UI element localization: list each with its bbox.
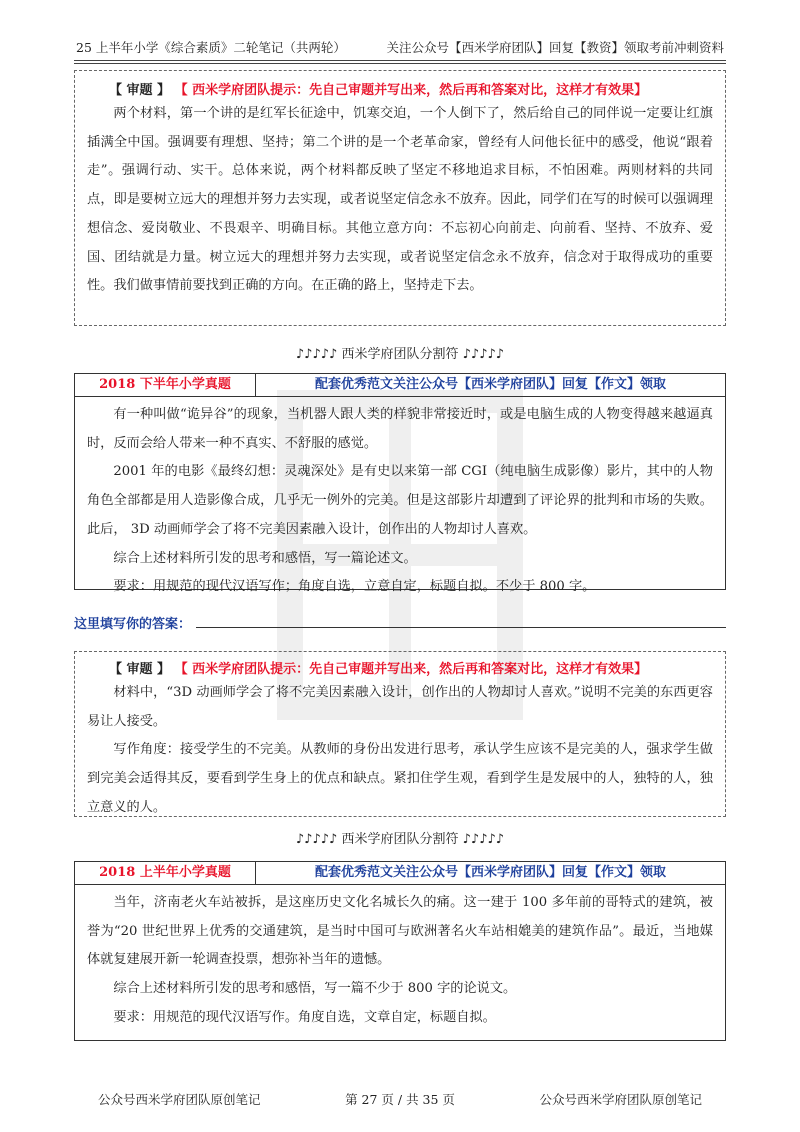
footer-right: 公众号西米学府团队原创笔记: [539, 1092, 702, 1107]
review-box-1: [74, 70, 726, 326]
question-2-paragraph: 要求：用规范的现代汉语写作。角度自选，文章自定，标题自拟。: [113, 1009, 496, 1025]
question-body-2: [75, 885, 725, 1037]
footer-page-number: 第 27 页 / 共 35 页: [345, 1092, 455, 1107]
question-note-1: 配套优秀范文关注公众号【西米学府团队】回复【作文】领取: [314, 377, 666, 392]
review-2-paragraph: 写作角度：接受学生的不完美。从教师的身份出发进行思考，承认学生应该不是完美的人，强求学生做到完美会适得其反，要看到学生身上的优点和缺点。紧扣住学生观，看到学生是发展中的人，独特的人，独立意义的人。: [87, 742, 713, 815]
question-header-2: [75, 862, 725, 885]
question-note-2: 配套优秀范文关注公众号【西米学府团队】回复【作文】领取: [314, 865, 666, 880]
question-2-paragraph: 当年，济南老火车站被拆，是这座历史文化名城长久的痛。这一建于 100 多年前的哥特式的建筑，被誉为“20 世纪世界上优秀的交通建筑，是当时中国可与欧洲著名火车站相媲美的建筑作品”。最近，当地媒体就复建展开新一轮调查投票，想弥补当年的遗憾。: [87, 895, 713, 968]
review-tip: 【 西米学府团队提示：先自己审题并写出来，然后再和答案对比，这样才有效果】: [174, 662, 648, 677]
footer-left: 公众号西米学府团队原创笔记: [98, 1092, 261, 1107]
question-1-paragraph: 有一种叫做“诡异谷”的现象，当机器人跟人类的样貌非常接近时，或是电脑生成的人物变得越来越逼真时，反而会给人带来一种不真实、不舒服的感觉。: [87, 407, 713, 451]
question-1-paragraph: 综合上述材料所引发的思考和感悟，写一篇论述文。: [113, 550, 417, 566]
review-header-1: [75, 79, 725, 98]
question-header-1: [75, 374, 725, 397]
review-header-2: [75, 658, 725, 677]
question-year-1: 2018 下半年小学真题: [75, 374, 256, 396]
section-divider-2: ♪♪♪♪♪ 西米学府团队分割符 ♪♪♪♪♪: [295, 832, 505, 847]
question-1-paragraph: 要求：用规范的现代汉语写作；角度自选，立意自定，标题自拟。不少于 800 字。: [113, 579, 596, 595]
header-left-title: 25 上半年小学《综合素质》二轮笔记（共两轮）: [76, 40, 346, 55]
review-2-paragraph: 材料中，“3D 动画师学会了将不完美因素融入设计，创作出的人物却讨人喜欢。”说明不完美的东西更容易让人接受。: [87, 685, 713, 729]
question-body-1: [75, 397, 725, 606]
question-table-2: [74, 861, 726, 1041]
question-table-1: [74, 373, 726, 595]
header-divider: [74, 60, 726, 64]
review-1-paragraph: 两个材料，第一个讲的是红军长征途中，饥寒交迫，一个人倒下了，然后给自己的同伴说一定要让红旗插满全中国。强调要有理想、坚持；第二个讲的是一个老革命家，曾经有人问他长征中的感受，他说“跟着走”。强调行动、实干。总体来说，两个材料都反映了坚定不移地追求目标，不怕困难。两则材料的共同点，即是要树立远大的理想并努力去实现，或者说坚定信念永不放弃。因此，同学们在写的时候可以强调理想信念、爱岗敬业、不畏艰辛、明确目标。其他立意方向：不忘初心向前走、向前看、坚持、不放弃、爱国、团结就是力量。树立远大的理想并努力去实现，或者说坚定信念永不放弃，信念对于取得成功的重要性。我们做事情前要找到正确的方向。在正确的路上，坚持走下去。: [87, 106, 713, 294]
review-label: 【 审题 】: [109, 662, 171, 677]
question-year-2: 2018 上半年小学真题: [75, 862, 256, 884]
answer-line[interactable]: [196, 627, 726, 628]
review-tip: 【 西米学府团队提示：先自己审题并写出来，然后再和答案对比，这样才有效果】: [174, 83, 648, 98]
section-divider-1: ♪♪♪♪♪ 西米学府团队分割符 ♪♪♪♪♪: [295, 347, 505, 362]
question-1-paragraph: 2001 年的电影《最终幻想：灵魂深处》是有史以来第一部 CGI（纯电脑生成影像）影片，其中的人物角色全部都是用人造影像合成，几乎无一例外的完美。但是这部影片却遭到了评论界的批判和市场的失败。此后， 3D 动画师学会了将不完美因素融入设计，创作出的人物却讨人喜欢。: [87, 464, 713, 537]
header-right-note: 关注公众号【西米学府团队】回复【教资】领取考前冲刺资料: [386, 40, 724, 55]
question-2-paragraph: 综合上述材料所引发的思考和感悟，写一篇不少于 800 字的论说文。: [113, 981, 517, 997]
review-label: 【 审题 】: [109, 83, 171, 98]
answer-label: 这里填写你的答案：: [74, 617, 192, 632]
review-box-2: [74, 651, 726, 817]
